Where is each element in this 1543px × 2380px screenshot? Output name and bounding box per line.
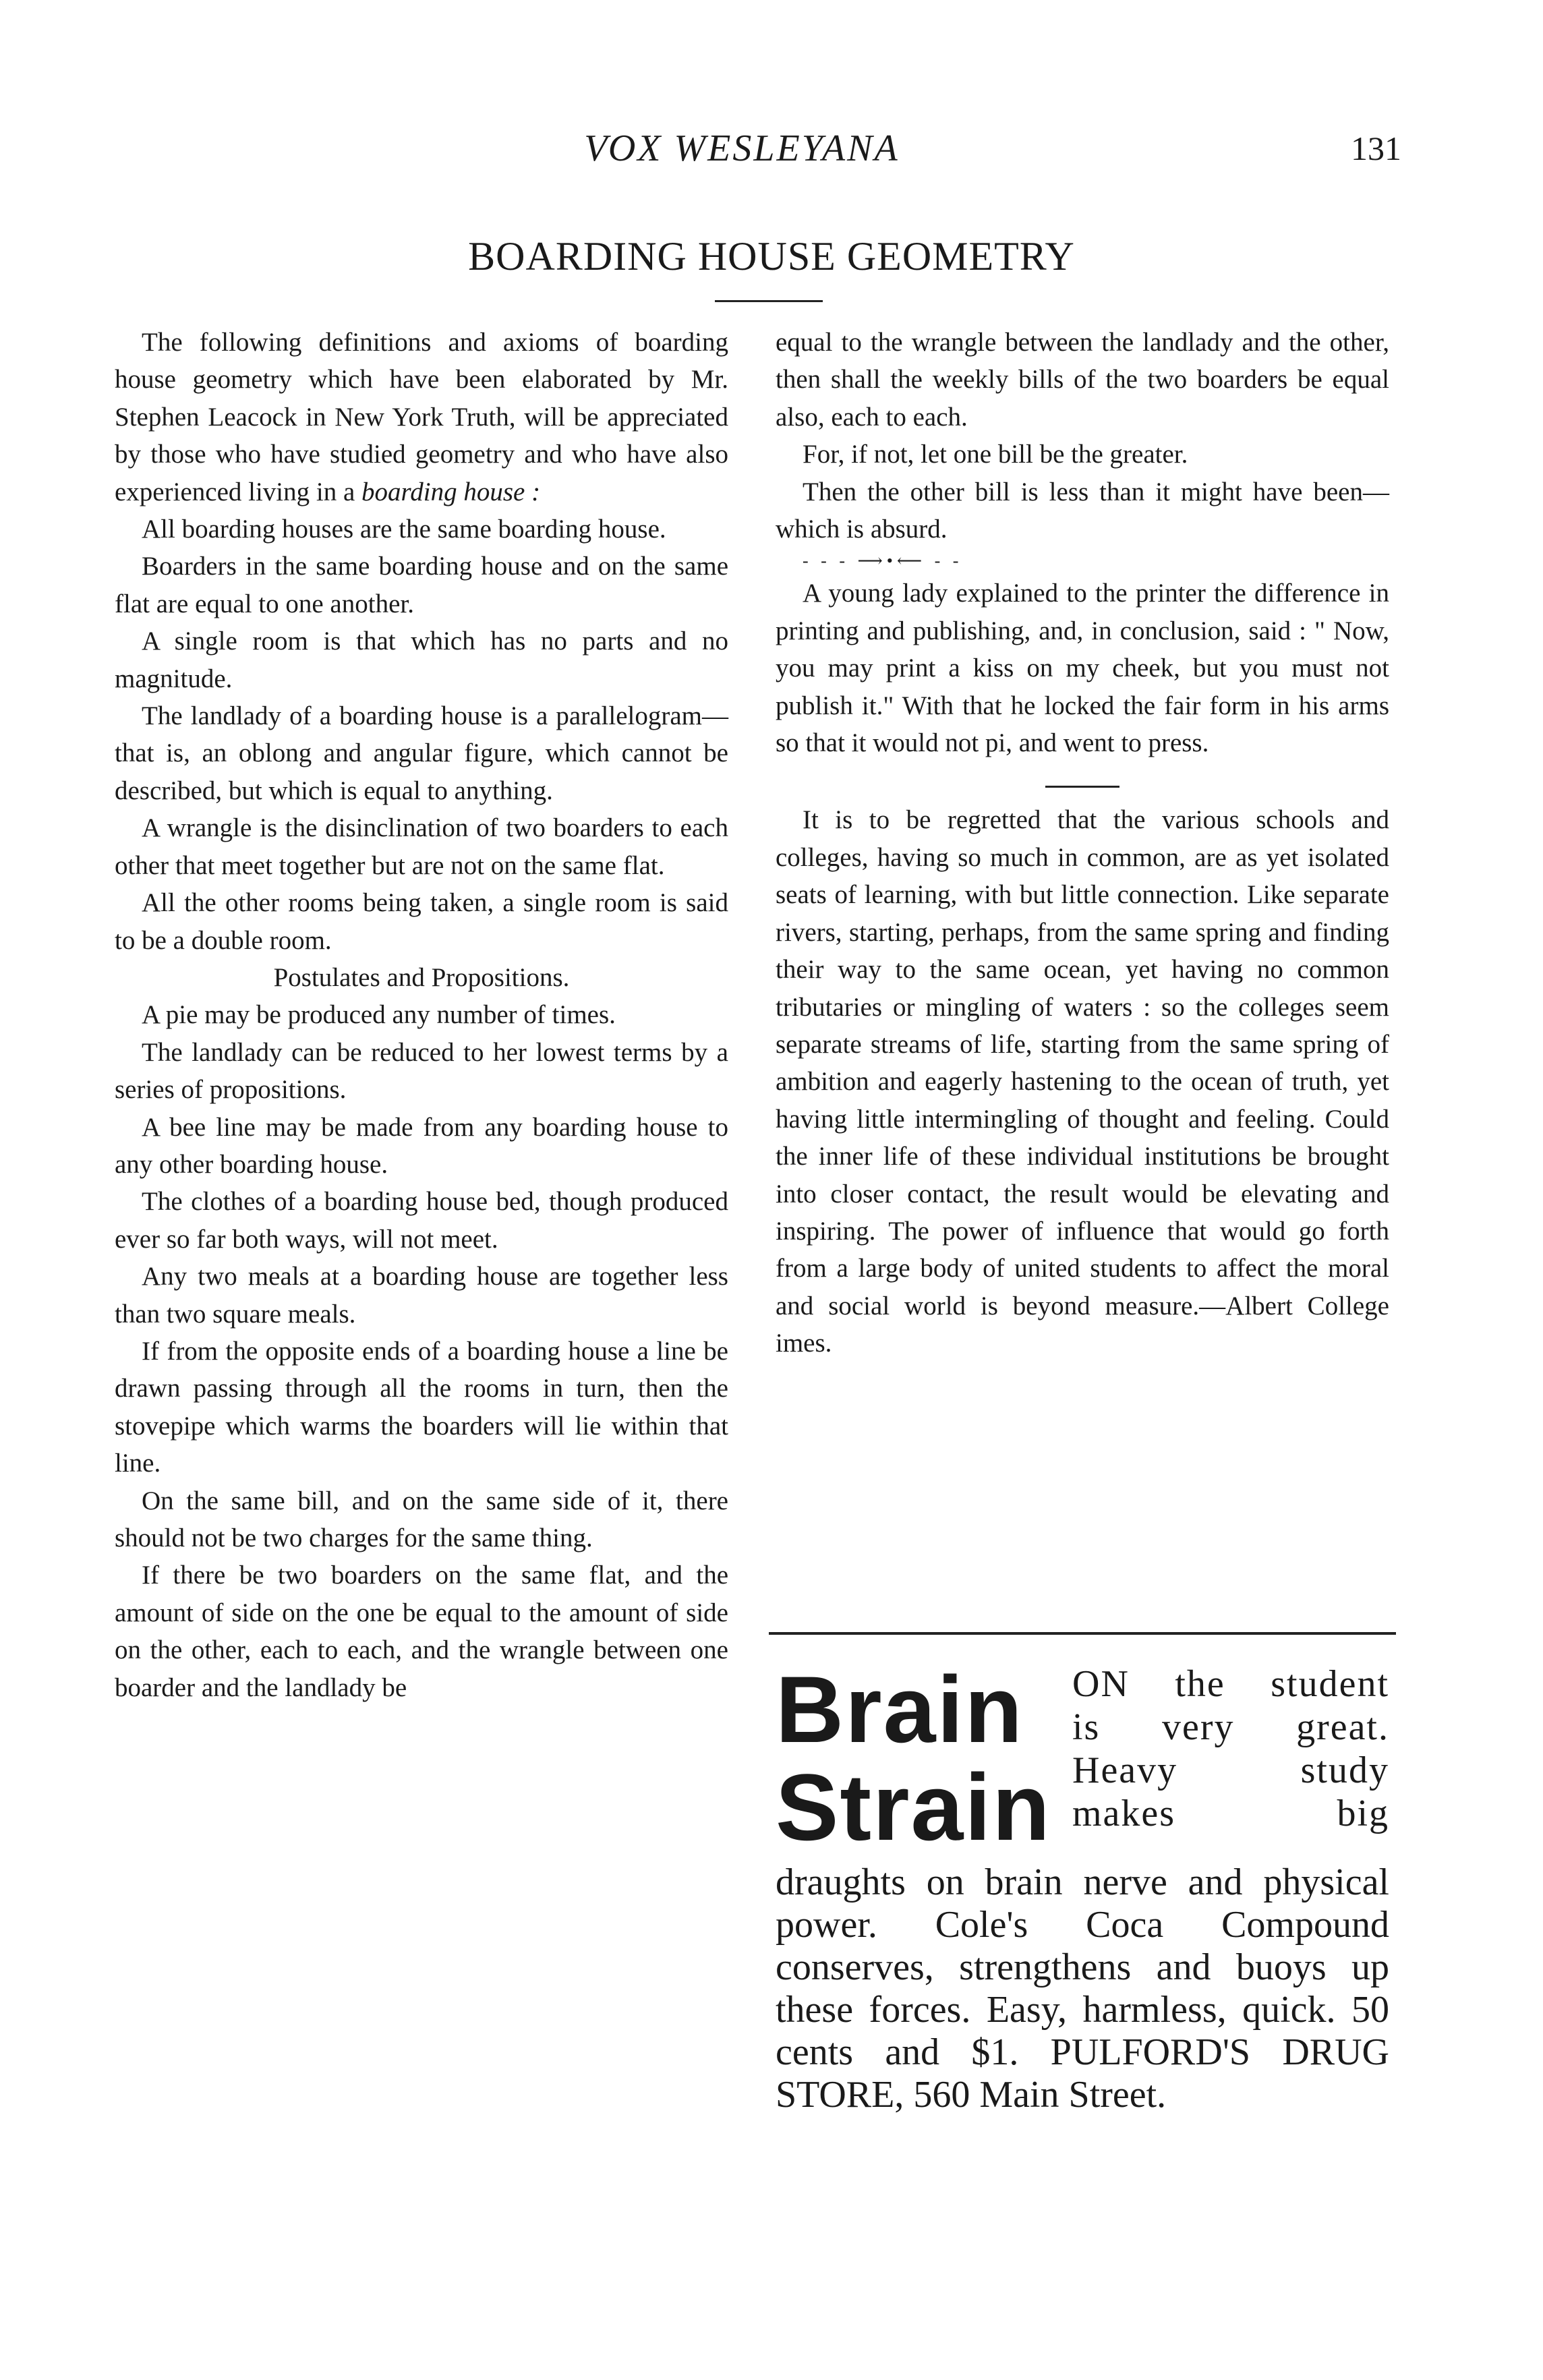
definition: All boarding houses are the same boarding house. — [142, 515, 666, 544]
ad-headline-brain: Brain — [776, 1656, 1024, 1762]
anecdote-paragraph: A young lady explained to the printer the difference in printing and publishing, and, in conclusion, said : " Now, you may print a kiss on my cheek, but you must not publish it." With that he locked the fair form in his arms so that it would not pi, and went to press. — [776, 579, 1389, 758]
title-rule — [715, 300, 823, 302]
journal-title: VOX WESLEYANA — [584, 127, 900, 169]
definition: All the other rooms being taken, a single room is said to be a double room. — [115, 888, 728, 955]
proposition: The landlady can be reduced to her lowest terms by a series of propositions. — [115, 1037, 728, 1105]
intro-text: The following definitions and axioms of boarding house geometry which have been elaborated by Mr. Stephen Leacock in New York Truth, will be appreciated by those who have studied geometry and who have also experienced living in a — [115, 328, 728, 506]
ad-body-text: draughts on brain nerve and physical power. Cole's Coca Compound conserves, strengthens and buoys up these forces. Easy, harmless, quick. 50 cents and $1. PULFORD'S DRUG STORE, 560 Main Street. — [776, 1861, 1389, 2116]
article-title: BOARDING HOUSE GEOMETRY — [468, 234, 1075, 279]
right-column — [776, 324, 1389, 1362]
left-column — [115, 324, 728, 1706]
proposition: The clothes of a boarding house bed, though produced ever so far both ways, will not meet. — [115, 1187, 728, 1254]
proposition: If there be two boarders on the same flat, and the amount of side on the one be equal to the amount of side on the other, each to each, and the wrangle between one boarder and the landlady be — [115, 1561, 728, 1702]
conclusion-line: For, if not, let one bill be the greater. — [803, 440, 1188, 469]
advertisement-rule — [769, 1632, 1396, 1635]
intro-italic: boarding house : — [361, 477, 541, 506]
proposition: On the same bill, and on the same side of it, there should not be two charges for the same thing. — [115, 1486, 728, 1552]
essay-paragraph: It is to be regretted that the various schools and colleges, having so much in common, are as yet isolated seats of learning, with but little connection. Like separate rivers, starting, perhaps, from the same spring and finding their way to the same ocean, yet having no common tributaries or mingling of waters : so the colleges seem separate streams of life, starting from the same spring of ambition and eagerly hastening to the ocean of truth, yet having little intermingling of thought and feeling. Could the inner life of these individual institutions be brought into closer contact, the result would be elevating and inspiring. The power of influence that would go forth from a large body of united students to affect the moral and social world is beyond measure.—Albert College imes. — [776, 805, 1389, 1358]
definition: A single room is that which has no parts and no magnitude. — [115, 627, 728, 693]
proposition: Any two meals at a boarding house are together less than two square meals. — [115, 1262, 728, 1329]
advertisement — [769, 1656, 1396, 2118]
ad-headline-strain: Strain — [776, 1754, 1051, 1860]
definition: The landlady of a boarding house is a parallelogram—that is, an oblong and angular figure, which cannot be described, but which is equal to anything. — [115, 701, 728, 805]
proposition: A pie may be produced any number of times. — [142, 1000, 616, 1030]
definition: A wrangle is the disinclination of two boarders to each other that meet together but are not on the same flat. — [115, 813, 728, 880]
conclusion-line: Then the other bill is less than it might have been—which is absurd. — [776, 477, 1389, 544]
ad-side-text — [1072, 1662, 1389, 1835]
proposition: If from the opposite ends of a boarding house a line be drawn passing through all the rooms in turn, then the stovepipe which warms the boarders will lie within that line. — [115, 1336, 728, 1478]
ad-side-line: ON the student — [1072, 1663, 1389, 1705]
ad-side-line: Heavy study — [1072, 1749, 1389, 1791]
postulates-heading: Postulates and Propositions. — [273, 962, 570, 992]
running-head — [0, 121, 1543, 175]
definition: Boarders in the same boarding house and on the same flat are equal to one another. — [115, 552, 728, 618]
section-rule — [1045, 786, 1119, 788]
ornament-divider: - - - ⟶•⟵ - - — [803, 551, 963, 571]
page-number: 131 — [1351, 129, 1401, 167]
intro-paragraph — [115, 324, 728, 511]
continuation-paragraph: equal to the wrangle between the landlady and the other, then shall the weekly bills of the two boarders be equal also, each to each. — [776, 328, 1389, 432]
ad-side-line: is very great. — [1072, 1706, 1389, 1748]
proposition: A bee line may be made from any boarding house to any other boarding house. — [115, 1112, 728, 1179]
ad-side-line: makes big — [1072, 1793, 1389, 1834]
